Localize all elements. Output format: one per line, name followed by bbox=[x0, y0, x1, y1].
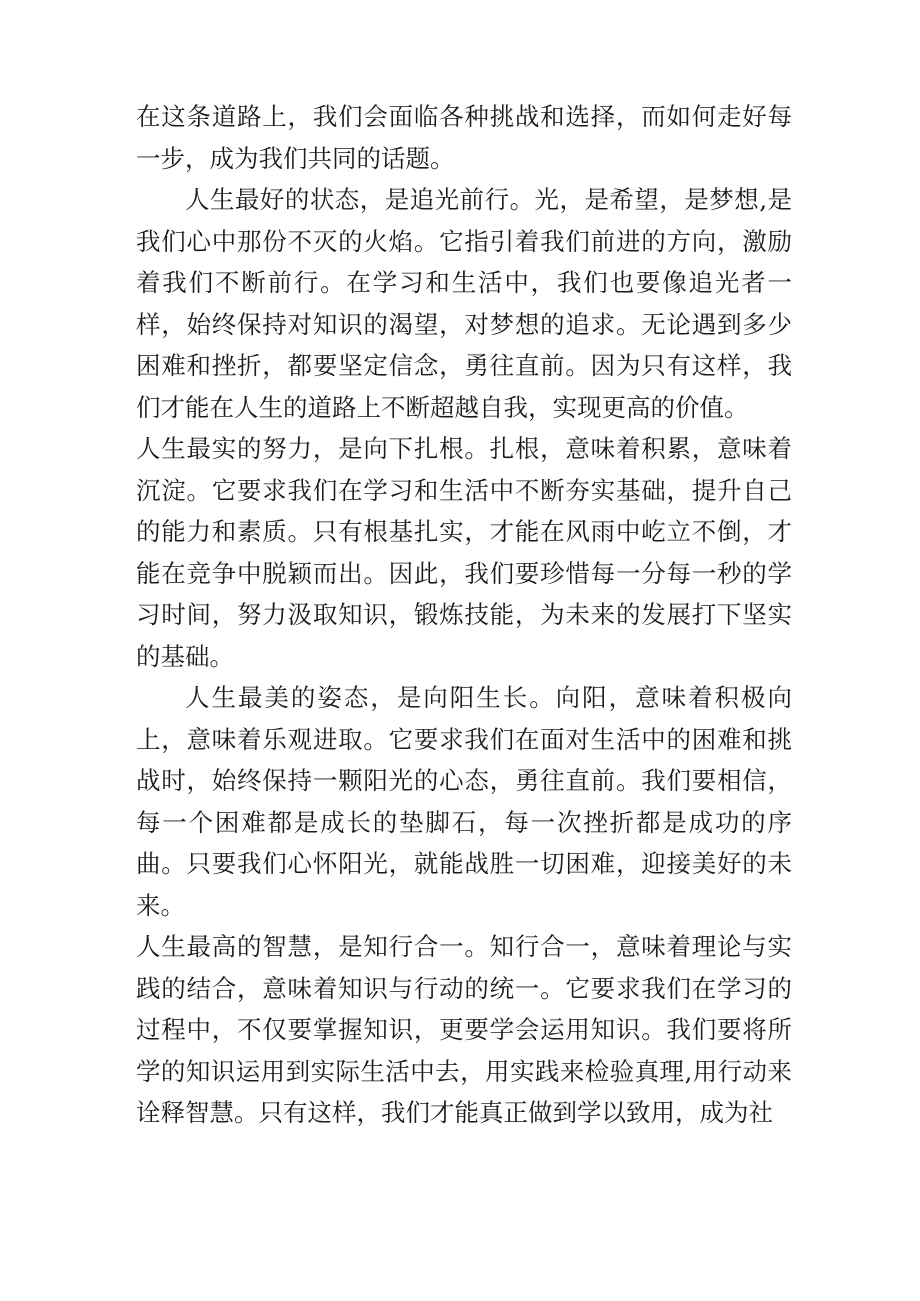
document-body bbox=[136, 96, 792, 1134]
paragraph-5: 人生最高的智慧，是知行合一。知行合一，意味着理论与实践的结合，意味着知识与行动的统一。它要求我们在学习的过程中，不仅要掌握知识，更要学会运用知识。我们要将所学的知识运用到实际生活中去，用实践来检验真理,用行动来诠释智慧。只有这样，我们才能真正做到学以致用，成为社 bbox=[136, 932, 792, 1127]
paragraph-1: 在这条道路上，我们会面临各种挑战和选择，而如何走好每一步，成为我们共同的话题。 bbox=[136, 102, 792, 173]
paragraph-2: 人生最好的状态，是追光前行。光，是希望，是梦想,是我们心中那份不灭的火焰。它指引着我们前进的方向，激励着我们不断前行。在学习和生活中，我们也要像追光者一样，始终保持对知识的渴望，对梦想的追求。无论遇到多少困难和挫折，都要坚定信念，勇往直前。因为只有这样，我们才能在人生的道路上不断超越自我，实现更高的价值。 bbox=[136, 185, 792, 422]
paragraph-4: 人生最美的姿态，是向阳生长。向阳，意味着积极向上，意味着乐观进取。它要求我们在面对生活中的困难和挑战时，始终保持一颗阳光的心态，勇往直前。我们要相信，每一个困难都是成长的垫脚石，每一次挫折都是成功的序曲。只要我们心怀阳光，就能战胜一切困难，迎接美好的未来。 bbox=[136, 683, 792, 920]
paragraph-3: 人生最实的努力，是向下扎根。扎根，意味着积累，意味着沉淀。它要求我们在学习和生活中不断夯实基础，提升自己的能力和素质。只有根基扎实，才能在风雨中屹立不倒，才能在竞争中脱颖而出。因此，我们要珍惜每一分每一秒的学习时间，努力汲取知识，锻炼技能，为未来的发展打下坚实的基础。 bbox=[136, 434, 792, 671]
